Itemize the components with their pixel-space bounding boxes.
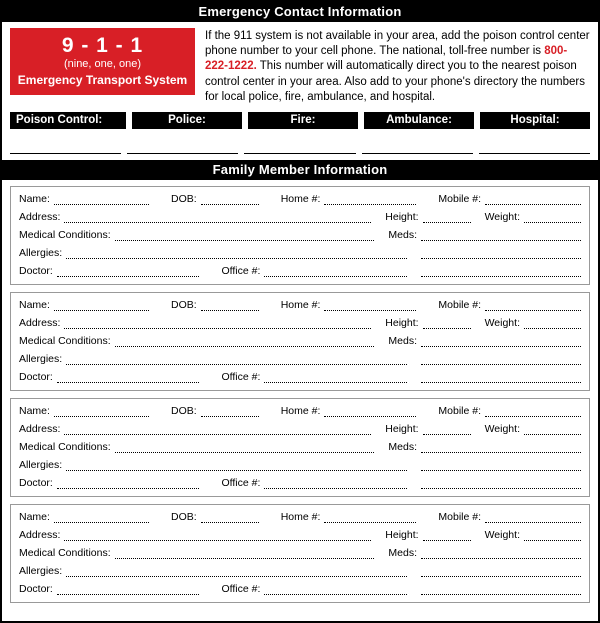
field-office-continued[interactable]	[421, 583, 581, 595]
label-height: Height:	[385, 317, 419, 330]
field-height[interactable]	[423, 317, 471, 329]
field-mobile-number[interactable]	[485, 299, 581, 311]
member-row-doctor	[19, 583, 581, 595]
label-doctor: Doctor:	[19, 583, 53, 596]
field-office-continued[interactable]	[421, 371, 581, 383]
label-mobile-number: Mobile #:	[438, 405, 481, 418]
member-row-address	[19, 317, 581, 329]
field-home-number[interactable]	[324, 511, 416, 523]
contact-line-fire[interactable]	[244, 129, 355, 154]
field-allergies[interactable]	[66, 247, 407, 259]
field-office-number[interactable]	[264, 583, 407, 595]
member-row-address	[19, 211, 581, 223]
member-row-conditions	[19, 229, 581, 241]
poison-control-number: 800-222-1222.	[205, 45, 568, 73]
label-address: Address:	[19, 211, 61, 224]
field-meds[interactable]	[421, 547, 581, 559]
member-row-allergies	[19, 459, 581, 471]
member-row-identity	[19, 511, 581, 523]
contact-line-police[interactable]	[127, 129, 238, 154]
field-office-continued[interactable]	[421, 265, 581, 277]
label-name: Name:	[19, 299, 50, 312]
field-office-continued[interactable]	[421, 477, 581, 489]
911-badge	[10, 28, 195, 95]
member-card	[10, 292, 590, 391]
label-meds: Meds:	[388, 441, 417, 454]
field-medical-conditions[interactable]	[115, 229, 375, 241]
label-mobile-number: Mobile #:	[438, 511, 481, 524]
field-doctor[interactable]	[57, 371, 200, 383]
paragraph-part-2: This number will automatically direct you to the nearest poison control center in your area. Also add to your phone's directory the numbers for local police, fire, ambulance, and hospital.	[205, 60, 585, 103]
label-meds: Meds:	[388, 229, 417, 242]
field-office-number[interactable]	[264, 477, 407, 489]
field-office-number[interactable]	[264, 371, 407, 383]
label-height: Height:	[385, 423, 419, 436]
emergency-section-header: Emergency Contact Information	[2, 2, 598, 22]
member-card	[10, 186, 590, 285]
member-row-address	[19, 529, 581, 541]
contact-label-fire: Fire:	[248, 112, 358, 129]
label-allergies: Allergies:	[19, 353, 63, 366]
field-mobile-number[interactable]	[485, 511, 581, 523]
member-row-identity	[19, 405, 581, 417]
field-doctor[interactable]	[57, 477, 200, 489]
label-home-number: Home #:	[280, 193, 321, 206]
label-home-number: Home #:	[280, 299, 321, 312]
field-medical-conditions[interactable]	[115, 441, 375, 453]
field-meds[interactable]	[421, 229, 581, 241]
member-row-identity	[19, 299, 581, 311]
label-weight: Weight:	[484, 211, 520, 224]
member-row-allergies	[19, 353, 581, 365]
family-member-cards	[2, 180, 598, 603]
label-mobile-number: Mobile #:	[438, 193, 481, 206]
label-address: Address:	[19, 423, 61, 436]
member-card	[10, 398, 590, 497]
label-office-number: Office #:	[221, 583, 261, 596]
field-dob[interactable]	[201, 405, 259, 417]
label-allergies: Allergies:	[19, 459, 63, 472]
label-dob: DOB:	[171, 299, 197, 312]
label-doctor: Doctor:	[19, 265, 53, 278]
field-address[interactable]	[64, 529, 371, 541]
member-row-identity	[19, 193, 581, 205]
contact-label-police: Police:	[132, 112, 242, 129]
field-home-number[interactable]	[324, 193, 416, 205]
field-height[interactable]	[423, 423, 471, 435]
field-allergies-continued[interactable]	[421, 459, 581, 471]
label-medical-conditions: Medical Conditions:	[19, 229, 111, 242]
label-meds: Meds:	[388, 547, 417, 560]
paragraph-part-1: If the 911 system is not available in your area, add the poison control center phone number to your cell phone. The national, toll-free number is	[205, 30, 590, 58]
member-row-allergies	[19, 565, 581, 577]
label-doctor: Doctor:	[19, 477, 53, 490]
label-medical-conditions: Medical Conditions:	[19, 547, 111, 560]
field-allergies[interactable]	[66, 565, 407, 577]
emergency-info-block	[2, 22, 598, 109]
field-office-number[interactable]	[264, 265, 407, 277]
contact-label-poison-control: Poison Control:	[10, 112, 126, 129]
911-pronunciation: (nine, one, one)	[63, 58, 142, 71]
label-meds: Meds:	[388, 335, 417, 348]
member-card	[10, 504, 590, 603]
member-row-doctor	[19, 477, 581, 489]
label-weight: Weight:	[484, 317, 520, 330]
label-weight: Weight:	[484, 423, 520, 436]
emergency-transport-system-label: Emergency Transport System	[17, 73, 188, 88]
contact-label-hospital: Hospital:	[480, 112, 590, 129]
field-name[interactable]	[54, 405, 149, 417]
label-home-number: Home #:	[280, 511, 321, 524]
member-row-doctor	[19, 265, 581, 277]
label-medical-conditions: Medical Conditions:	[19, 335, 111, 348]
contact-line-poison-control[interactable]	[10, 129, 121, 154]
label-address: Address:	[19, 529, 61, 542]
field-address[interactable]	[64, 423, 371, 435]
contact-line-ambulance[interactable]	[362, 129, 473, 154]
label-weight: Weight:	[484, 529, 520, 542]
field-mobile-number[interactable]	[485, 405, 581, 417]
field-dob[interactable]	[201, 299, 259, 311]
field-address[interactable]	[64, 211, 371, 223]
contact-write-in-lines	[2, 129, 598, 160]
field-meds[interactable]	[421, 441, 581, 453]
field-dob[interactable]	[201, 511, 259, 523]
label-office-number: Office #:	[221, 265, 261, 278]
field-name[interactable]	[54, 193, 149, 205]
911-number: 9 - 1 - 1	[61, 34, 144, 57]
contact-label-row	[2, 109, 598, 129]
field-allergies-continued[interactable]	[421, 353, 581, 365]
contact-label-ambulance: Ambulance:	[364, 112, 474, 129]
field-medical-conditions[interactable]	[115, 547, 375, 559]
member-row-allergies	[19, 247, 581, 259]
label-allergies: Allergies:	[19, 565, 63, 578]
label-dob: DOB:	[171, 405, 197, 418]
field-home-number[interactable]	[324, 299, 416, 311]
field-allergies[interactable]	[66, 459, 407, 471]
member-row-conditions	[19, 547, 581, 559]
field-meds[interactable]	[421, 335, 581, 347]
field-allergies-continued[interactable]	[421, 247, 581, 259]
field-allergies[interactable]	[66, 353, 407, 365]
field-allergies-continued[interactable]	[421, 565, 581, 577]
field-weight[interactable]	[524, 317, 581, 329]
family-section-header: Family Member Information	[2, 160, 598, 180]
label-name: Name:	[19, 193, 50, 206]
label-office-number: Office #:	[221, 477, 261, 490]
field-mobile-number[interactable]	[485, 193, 581, 205]
field-height[interactable]	[423, 211, 471, 223]
member-row-conditions	[19, 441, 581, 453]
label-doctor: Doctor:	[19, 371, 53, 384]
field-name[interactable]	[54, 511, 149, 523]
poison-control-paragraph	[205, 28, 590, 105]
field-name[interactable]	[54, 299, 149, 311]
field-weight[interactable]	[524, 529, 581, 541]
label-height: Height:	[385, 211, 419, 224]
field-height[interactable]	[423, 529, 471, 541]
label-office-number: Office #:	[221, 371, 261, 384]
label-dob: DOB:	[171, 193, 197, 206]
field-home-number[interactable]	[324, 405, 416, 417]
field-weight[interactable]	[524, 423, 581, 435]
label-medical-conditions: Medical Conditions:	[19, 441, 111, 454]
label-allergies: Allergies:	[19, 247, 63, 260]
member-row-conditions	[19, 335, 581, 347]
label-mobile-number: Mobile #:	[438, 299, 481, 312]
field-medical-conditions[interactable]	[115, 335, 375, 347]
field-dob[interactable]	[201, 193, 259, 205]
label-home-number: Home #:	[280, 405, 321, 418]
label-name: Name:	[19, 511, 50, 524]
field-weight[interactable]	[524, 211, 581, 223]
member-row-doctor	[19, 371, 581, 383]
member-row-address	[19, 423, 581, 435]
label-address: Address:	[19, 317, 61, 330]
field-doctor[interactable]	[57, 265, 200, 277]
label-name: Name:	[19, 405, 50, 418]
contact-line-hospital[interactable]	[479, 129, 590, 154]
field-doctor[interactable]	[57, 583, 200, 595]
label-dob: DOB:	[171, 511, 197, 524]
label-height: Height:	[385, 529, 419, 542]
field-address[interactable]	[64, 317, 371, 329]
